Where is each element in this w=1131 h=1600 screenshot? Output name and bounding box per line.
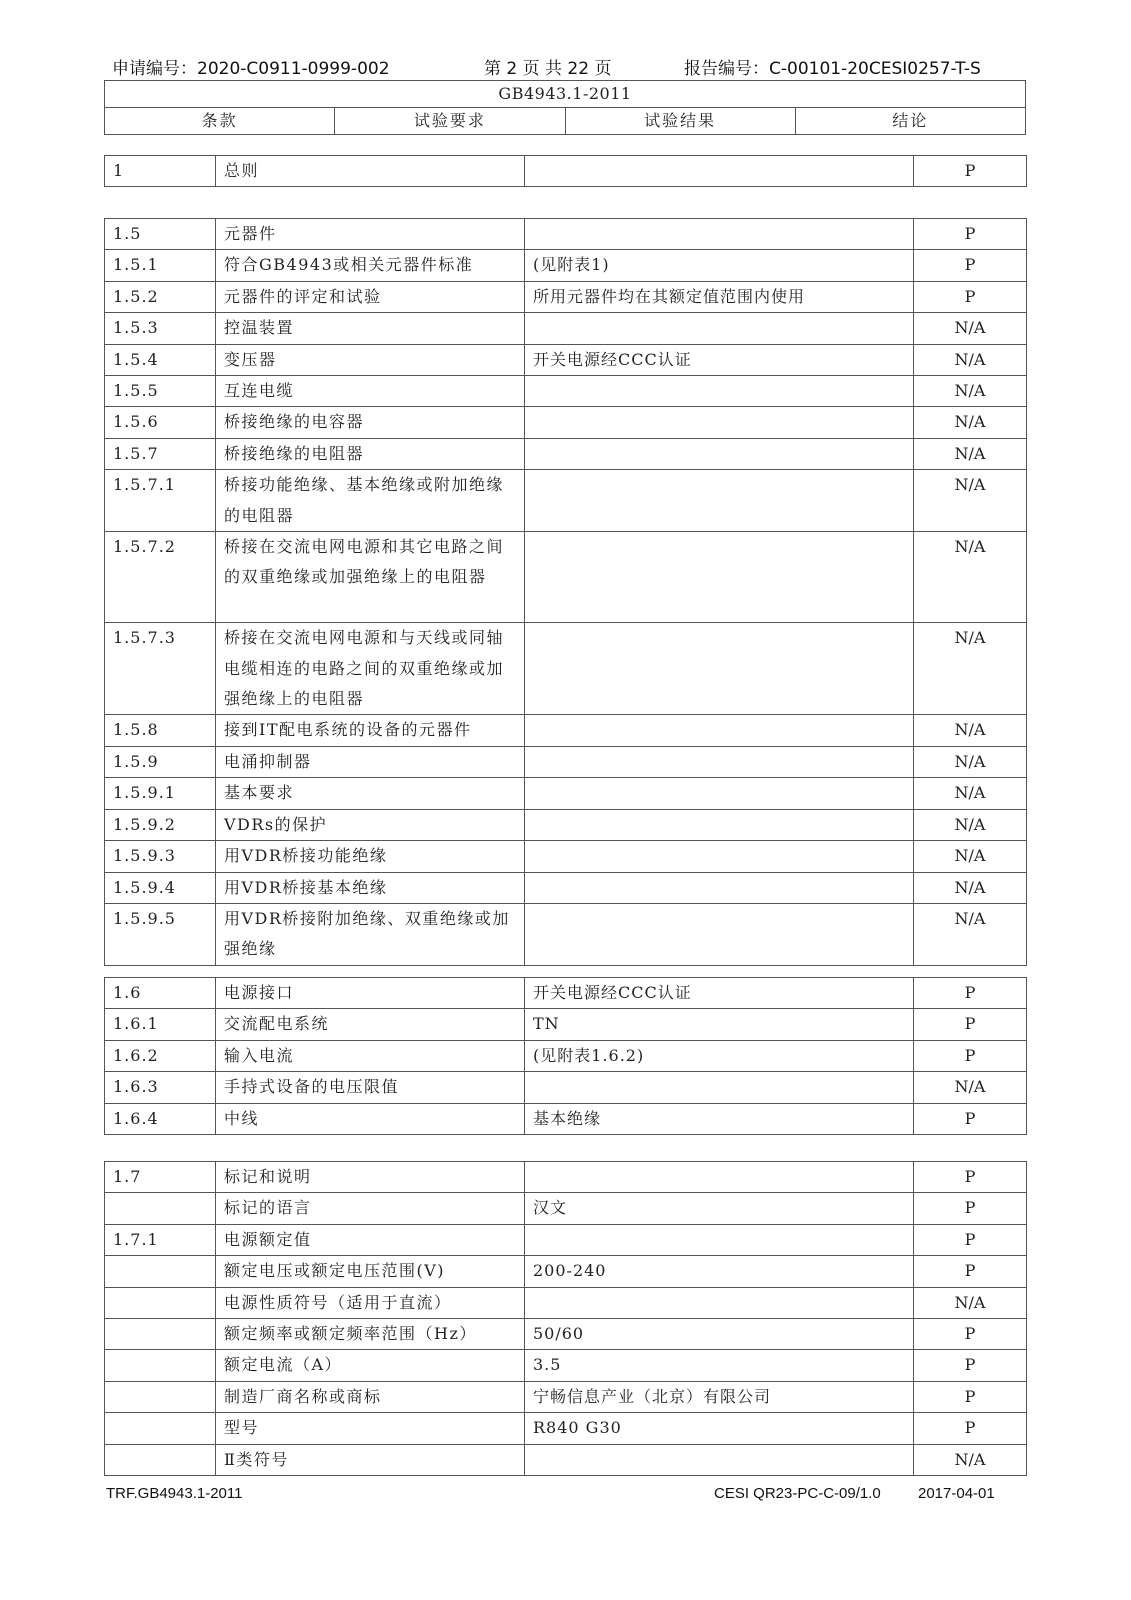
result-cell: (见附表1.6.2) xyxy=(525,1040,914,1071)
requirement-cell: 总则 xyxy=(216,156,525,187)
verdict-cell: P xyxy=(914,1381,1027,1412)
requirement-cell: 接到IT配电系统的设备的元器件 xyxy=(216,715,525,746)
clause-cell: 1.5.9.3 xyxy=(105,841,216,872)
result-cell xyxy=(525,407,914,438)
table-row xyxy=(105,376,1027,407)
requirement-cell: 电源接口 xyxy=(216,978,525,1009)
table-row xyxy=(105,407,1027,438)
page-footer xyxy=(106,1485,1026,1505)
clause-cell xyxy=(105,1256,216,1287)
verdict-cell: P xyxy=(914,1319,1027,1350)
requirement-cell: 桥接绝缘的电容器 xyxy=(216,407,525,438)
result-cell xyxy=(525,841,914,872)
table-row xyxy=(105,532,1027,623)
clause-cell xyxy=(105,1193,216,1224)
clause-group-1-7 xyxy=(104,1161,1027,1476)
table-row xyxy=(105,903,1027,965)
verdict-cell: N/A xyxy=(914,903,1027,965)
result-cell xyxy=(525,872,914,903)
result-cell xyxy=(525,1224,914,1255)
clause-group-1-6 xyxy=(104,977,1027,1135)
clause-cell: 1.6 xyxy=(105,978,216,1009)
verdict-cell: N/A xyxy=(914,376,1027,407)
clause-cell xyxy=(105,1413,216,1444)
verdict-cell: P xyxy=(914,250,1027,281)
table-row xyxy=(105,1256,1027,1287)
table-row xyxy=(105,978,1027,1009)
requirement-cell: VDRs的保护 xyxy=(216,809,525,840)
requirement-cell: 制造厂商名称或商标 xyxy=(216,1381,525,1412)
verdict-cell: N/A xyxy=(914,1444,1027,1475)
requirement-cell: 元器件 xyxy=(216,219,525,250)
table-row xyxy=(105,715,1027,746)
table-row xyxy=(105,1040,1027,1071)
verdict-cell: P xyxy=(914,1224,1027,1255)
verdict-cell: P xyxy=(914,1413,1027,1444)
table-row xyxy=(105,1009,1027,1040)
clause-cell: 1.5.7.3 xyxy=(105,623,216,715)
clause-cell: 1.5.9.4 xyxy=(105,872,216,903)
page-indicator: 第 2 页 共 22 页 xyxy=(484,59,612,79)
column-header-verdict: 结论 xyxy=(795,108,1025,135)
clause-cell: 1.5.2 xyxy=(105,281,216,312)
clause-cell: 1.5.9.2 xyxy=(105,809,216,840)
clause-cell: 1.6.3 xyxy=(105,1072,216,1103)
clause-cell: 1.5.5 xyxy=(105,376,216,407)
result-cell xyxy=(525,219,914,250)
requirement-cell: 控温装置 xyxy=(216,313,525,344)
result-cell xyxy=(525,313,914,344)
table-row xyxy=(105,623,1027,715)
requirement-cell: 额定频率或额定频率范围（Hz） xyxy=(216,1319,525,1350)
clause-cell: 1.5.3 xyxy=(105,313,216,344)
table-row xyxy=(105,1319,1027,1350)
verdict-cell: P xyxy=(914,156,1027,187)
column-header-clause: 条款 xyxy=(105,108,335,135)
requirement-cell: 电源性质符号（适用于直流） xyxy=(216,1287,525,1318)
requirement-cell: 符合GB4943或相关元器件标准 xyxy=(216,250,525,281)
column-header-requirement: 试验要求 xyxy=(335,108,565,135)
requirement-cell: 额定电流（A） xyxy=(216,1350,525,1381)
result-cell xyxy=(525,778,914,809)
verdict-cell: N/A xyxy=(914,1072,1027,1103)
verdict-cell: N/A xyxy=(914,623,1027,715)
verdict-cell: N/A xyxy=(914,746,1027,777)
requirement-cell: 用VDR桥接附加绝缘、双重绝缘或加强绝缘 xyxy=(216,903,525,965)
result-cell xyxy=(525,903,914,965)
verdict-cell: N/A xyxy=(914,809,1027,840)
column-header-row xyxy=(105,108,1026,135)
verdict-cell: P xyxy=(914,978,1027,1009)
verdict-cell: N/A xyxy=(914,313,1027,344)
table-row xyxy=(105,872,1027,903)
result-cell: 50/60 xyxy=(525,1319,914,1350)
table-row xyxy=(105,841,1027,872)
clause-cell: 1.5.9.5 xyxy=(105,903,216,965)
clause-cell: 1.7.1 xyxy=(105,1224,216,1255)
verdict-cell: P xyxy=(914,1103,1027,1134)
result-cell xyxy=(525,623,914,715)
requirement-cell: Ⅱ类符号 xyxy=(216,1444,525,1475)
result-cell: 开关电源经CCC认证 xyxy=(525,344,914,375)
requirement-cell: 标记的语言 xyxy=(216,1193,525,1224)
requirement-cell: 用VDR桥接功能绝缘 xyxy=(216,841,525,872)
requirement-cell: 交流配电系统 xyxy=(216,1009,525,1040)
clause-cell xyxy=(105,1350,216,1381)
form-id: TRF.GB4943.1-2011 xyxy=(106,1485,243,1502)
table-row xyxy=(105,809,1027,840)
clause-cell: 1.5.7.1 xyxy=(105,470,216,532)
result-cell xyxy=(525,470,914,532)
verdict-cell: P xyxy=(914,1193,1027,1224)
requirement-cell: 元器件的评定和试验 xyxy=(216,281,525,312)
table-header xyxy=(104,80,1026,135)
result-cell: 所用元器件均在其额定值范围内使用 xyxy=(525,281,914,312)
table-row xyxy=(105,1413,1027,1444)
requirement-cell: 桥接在交流电网电源和其它电路之间的双重绝缘或加强绝缘上的电阻器 xyxy=(216,532,525,623)
standard-row xyxy=(105,81,1026,108)
result-cell: R840 G30 xyxy=(525,1413,914,1444)
requirement-cell: 基本要求 xyxy=(216,778,525,809)
result-cell xyxy=(525,1072,914,1103)
clause-cell: 1.5.8 xyxy=(105,715,216,746)
verdict-cell: N/A xyxy=(914,1287,1027,1318)
verdict-cell: P xyxy=(914,281,1027,312)
table-row xyxy=(105,1444,1027,1475)
verdict-cell: P xyxy=(914,219,1027,250)
result-cell xyxy=(525,156,914,187)
table-row xyxy=(105,1381,1027,1412)
table-row xyxy=(105,438,1027,469)
table-row xyxy=(105,1224,1027,1255)
requirement-cell: 电涌抑制器 xyxy=(216,746,525,777)
result-cell: 基本绝缘 xyxy=(525,1103,914,1134)
issue-date: 2017-04-01 xyxy=(918,1485,995,1502)
table-row xyxy=(105,344,1027,375)
verdict-cell: P xyxy=(914,1350,1027,1381)
requirement-cell: 桥接在交流电网电源和与天线或同轴电缆相连的电路之间的双重绝缘或加强绝缘上的电阻器 xyxy=(216,623,525,715)
verdict-cell: N/A xyxy=(914,438,1027,469)
clause-group-1 xyxy=(104,155,1027,187)
result-cell xyxy=(525,376,914,407)
verdict-cell: P xyxy=(914,1040,1027,1071)
verdict-cell: P xyxy=(914,1009,1027,1040)
clause-cell xyxy=(105,1444,216,1475)
verdict-cell: N/A xyxy=(914,841,1027,872)
table-row xyxy=(105,313,1027,344)
clause-cell: 1.7 xyxy=(105,1162,216,1193)
table-row xyxy=(105,778,1027,809)
table-row xyxy=(105,746,1027,777)
requirement-cell: 用VDR桥接基本绝缘 xyxy=(216,872,525,903)
result-cell: TN xyxy=(525,1009,914,1040)
standard-title: GB4943.1-2011 xyxy=(105,81,1026,108)
table-row xyxy=(105,1162,1027,1193)
result-cell xyxy=(525,715,914,746)
clause-cell: 1.5 xyxy=(105,219,216,250)
requirement-cell: 变压器 xyxy=(216,344,525,375)
clause-cell: 1.6.1 xyxy=(105,1009,216,1040)
clause-group-1-5 xyxy=(104,218,1027,966)
verdict-cell: N/A xyxy=(914,407,1027,438)
verdict-cell: N/A xyxy=(914,532,1027,623)
clause-cell xyxy=(105,1287,216,1318)
clause-cell: 1.5.9 xyxy=(105,746,216,777)
report-number: 报告编号：C-00101-20CESI0257-T-S xyxy=(684,59,981,79)
result-cell xyxy=(525,1444,914,1475)
table-row xyxy=(105,1072,1027,1103)
table-row xyxy=(105,281,1027,312)
result-cell xyxy=(525,1287,914,1318)
clause-cell: 1.5.9.1 xyxy=(105,778,216,809)
result-cell xyxy=(525,438,914,469)
verdict-cell: N/A xyxy=(914,872,1027,903)
table-row xyxy=(105,1287,1027,1318)
document-code: CESI QR23-PC-C-09/1.0 xyxy=(714,1485,881,1502)
table-row xyxy=(105,156,1027,187)
requirement-cell: 桥接绝缘的电阻器 xyxy=(216,438,525,469)
clause-cell xyxy=(105,1319,216,1350)
requirement-cell: 电源额定值 xyxy=(216,1224,525,1255)
clause-cell: 1 xyxy=(105,156,216,187)
verdict-cell: P xyxy=(914,1162,1027,1193)
clause-cell: 1.6.2 xyxy=(105,1040,216,1071)
result-cell: 开关电源经CCC认证 xyxy=(525,978,914,1009)
table-row xyxy=(105,1193,1027,1224)
result-cell xyxy=(525,1162,914,1193)
clause-cell xyxy=(105,1381,216,1412)
verdict-cell: N/A xyxy=(914,778,1027,809)
column-header-result: 试验结果 xyxy=(565,108,795,135)
result-cell xyxy=(525,746,914,777)
result-cell: 汉文 xyxy=(525,1193,914,1224)
clause-cell: 1.6.4 xyxy=(105,1103,216,1134)
result-cell xyxy=(525,532,914,623)
table-row xyxy=(105,470,1027,532)
result-cell: (见附表1) xyxy=(525,250,914,281)
clause-cell: 1.5.4 xyxy=(105,344,216,375)
table-row xyxy=(105,250,1027,281)
requirement-cell: 额定电压或额定电压范围(V) xyxy=(216,1256,525,1287)
requirement-cell: 型号 xyxy=(216,1413,525,1444)
table-row xyxy=(105,1103,1027,1134)
clause-cell: 1.5.7.2 xyxy=(105,532,216,623)
clause-cell: 1.5.7 xyxy=(105,438,216,469)
requirement-cell: 桥接功能绝缘、基本绝缘或附加绝缘的电阻器 xyxy=(216,470,525,532)
verdict-cell: P xyxy=(914,1256,1027,1287)
result-cell: 宁畅信息产业（北京）有限公司 xyxy=(525,1381,914,1412)
application-number: 申请编号：2020-C0911-0999-002 xyxy=(112,59,390,79)
verdict-cell: N/A xyxy=(914,470,1027,532)
page-header xyxy=(112,50,1012,78)
result-cell: 3.5 xyxy=(525,1350,914,1381)
result-cell: 200-240 xyxy=(525,1256,914,1287)
requirement-cell: 输入电流 xyxy=(216,1040,525,1071)
requirement-cell: 中线 xyxy=(216,1103,525,1134)
requirement-cell: 标记和说明 xyxy=(216,1162,525,1193)
requirement-cell: 手持式设备的电压限值 xyxy=(216,1072,525,1103)
requirement-cell: 互连电缆 xyxy=(216,376,525,407)
verdict-cell: N/A xyxy=(914,344,1027,375)
table-row xyxy=(105,219,1027,250)
table-row xyxy=(105,1350,1027,1381)
verdict-cell: N/A xyxy=(914,715,1027,746)
clause-cell: 1.5.6 xyxy=(105,407,216,438)
result-cell xyxy=(525,809,914,840)
clause-cell: 1.5.1 xyxy=(105,250,216,281)
